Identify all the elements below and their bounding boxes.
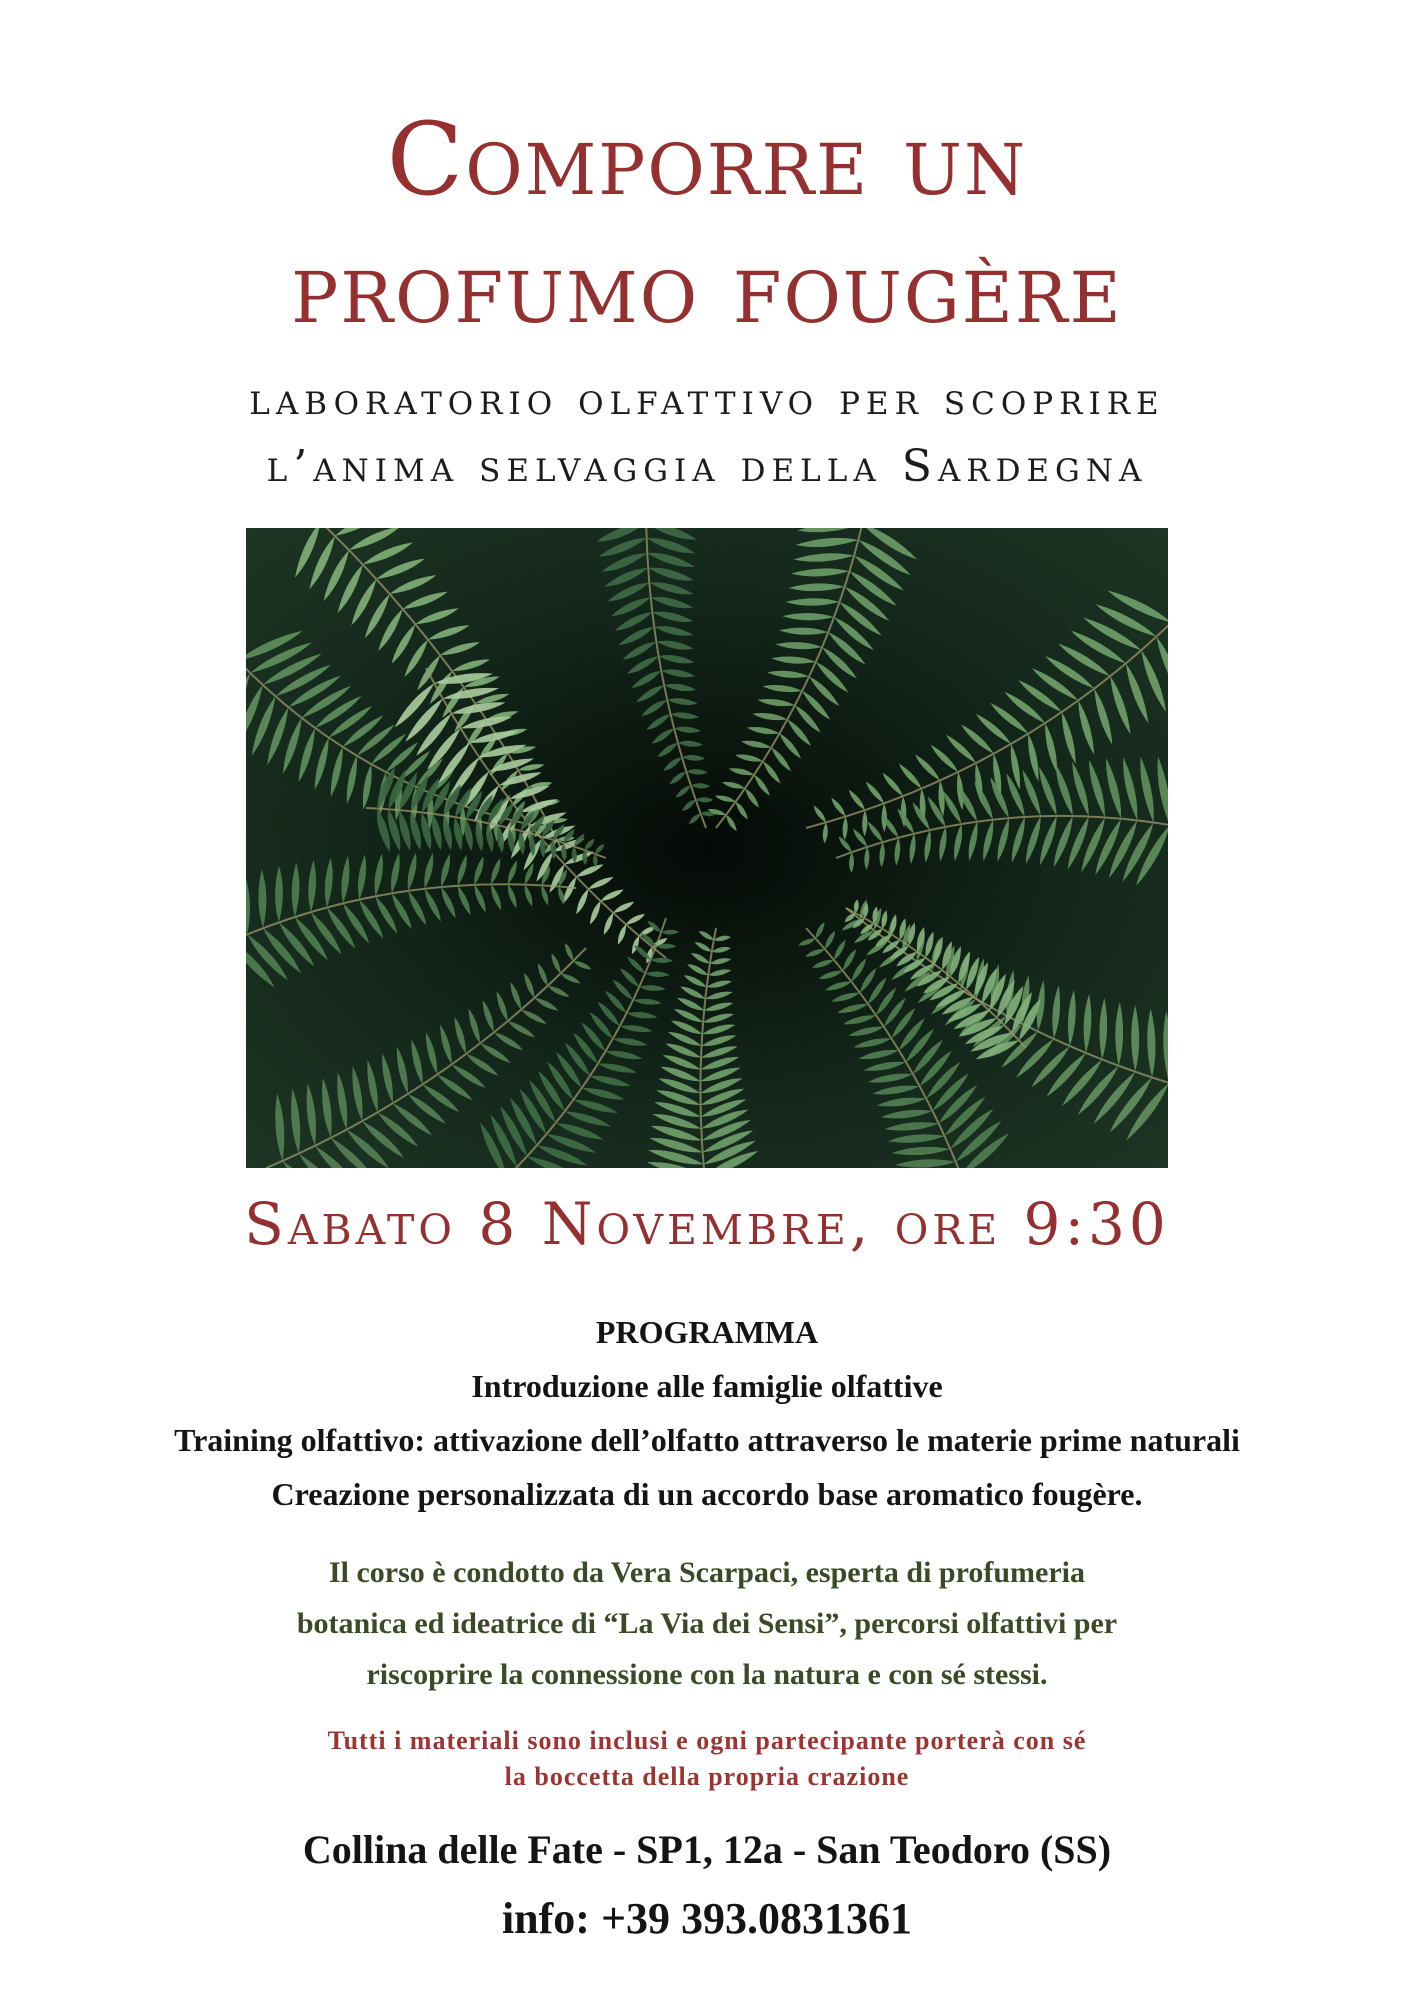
instructor-bio-line: botanica ed ideatrice di “La Via dei Sensi”, percorsi olfattivi per bbox=[296, 1607, 1118, 1640]
title-line-2: profumo fougère bbox=[291, 229, 1123, 346]
title-line-1: Comporre un bbox=[386, 101, 1028, 218]
subtitle-line-2: l’anima selvaggia della Sardegna bbox=[266, 441, 1148, 492]
event-date: Sabato 8 Novembre, ore 9:30 bbox=[244, 1190, 1170, 1258]
programma-heading: PROGRAMMA bbox=[595, 1314, 819, 1350]
contact-phone: info: +39 393.0831361 bbox=[501, 1894, 913, 1943]
fern-fronds-icon bbox=[246, 528, 1168, 1168]
materials-note-line: Tutti i materiali sono inclusi e ogni partecipante porterà con sé bbox=[327, 1726, 1087, 1755]
subtitle-line-1: laboratorio olfattivo per scoprire bbox=[249, 374, 1165, 425]
programma-item: Introduzione alle famiglie olfattive bbox=[471, 1368, 943, 1404]
instructor-bio-line: riscoprire la connessione con la natura e con sé stessi. bbox=[366, 1658, 1048, 1691]
instructor-bio-line: Il corso è condotto da Vera Scarpaci, esperta di profumeria bbox=[328, 1556, 1086, 1589]
fern-photo bbox=[246, 528, 1168, 1168]
programma-item: Training olfattivo: attivazione dell’olfatto attraverso le materie prime naturali bbox=[174, 1422, 1240, 1458]
materials-note-line: la boccetta della propria crazione bbox=[504, 1762, 910, 1791]
programma-item: Creazione personalizzata di un accordo base aromatico fougère. bbox=[271, 1476, 1143, 1512]
venue-address: Collina delle Fate - SP1, 12a - San Teodoro (SS) bbox=[302, 1827, 1112, 1872]
